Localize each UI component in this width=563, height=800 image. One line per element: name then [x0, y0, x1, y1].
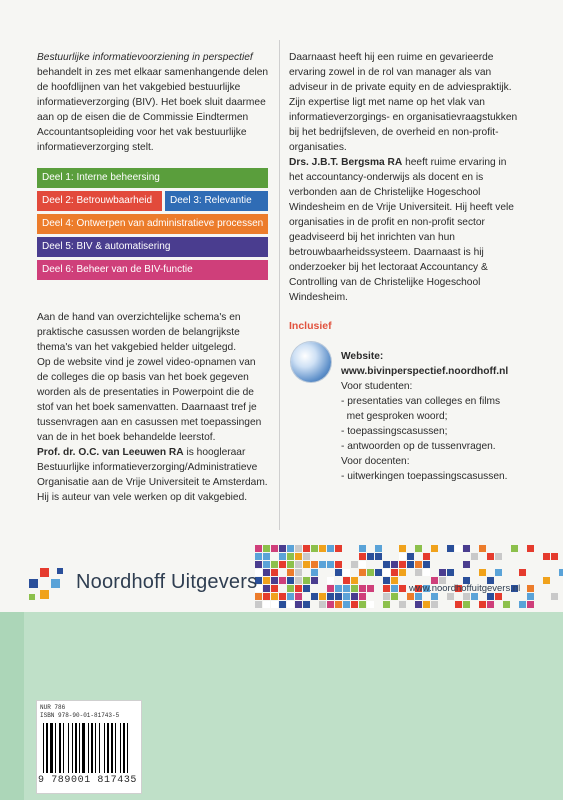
pixel-square — [303, 577, 310, 584]
pixel-square — [543, 553, 550, 560]
pixel-square — [287, 553, 294, 560]
schemas-paragraph: Aan de hand van overzichtelijke schema's en praktische casussen worden de belangrijkste thema's van het vakgebied helder uitgelegd. — [37, 312, 241, 353]
pixel-square — [399, 561, 406, 568]
students-label: Voor studenten: — [341, 381, 413, 392]
pixel-square — [295, 545, 302, 552]
pixel-square — [311, 593, 318, 600]
pixel-square — [503, 601, 510, 608]
barcode-bar — [104, 723, 105, 773]
pixel-square — [255, 593, 262, 600]
pixel-square — [263, 577, 270, 584]
pixel-square — [399, 569, 406, 576]
pixel-square — [463, 593, 470, 600]
pixel-square — [263, 561, 270, 568]
barcode-bar — [43, 723, 44, 773]
website-paragraph: Op de website vind je zowel video-opnamen van de colleges die op basis van het boek gegeven worden als de presentaties in Powerpoint die de stof van het boek samenvatten. Daarnaast tref je tussenvragen aan en casussen met toepassingen van de in het boek behandelde leerstof. — [37, 357, 262, 443]
barcode-bar — [120, 723, 121, 773]
intro-paragraph — [37, 50, 269, 155]
pixel-square — [319, 545, 326, 552]
pixel-square — [311, 577, 318, 584]
pixel-square — [487, 593, 494, 600]
author-2-paragraph — [289, 155, 521, 305]
pixel-square — [399, 545, 406, 552]
barcode-bar — [75, 723, 77, 773]
right-column — [289, 50, 521, 305]
pixel-square — [295, 569, 302, 576]
barcode-bar — [127, 723, 128, 773]
pixel-square — [519, 601, 526, 608]
pixel-square — [367, 553, 374, 560]
pixel-square — [351, 561, 358, 568]
pixel-square — [495, 553, 502, 560]
pixel-square — [335, 585, 342, 592]
pixel-square — [255, 553, 262, 560]
pixel-square — [455, 545, 462, 552]
pixel-square — [447, 569, 454, 576]
pixel-square — [359, 593, 366, 600]
pixel-square — [399, 553, 406, 560]
students-list — [341, 394, 531, 454]
website-label: Website: — [341, 351, 384, 362]
pixel-square — [335, 593, 342, 600]
pixel-square — [343, 577, 350, 584]
pixel-square — [407, 593, 414, 600]
students-item: - presentaties van colleges en films — [341, 396, 501, 407]
pixel-square — [415, 569, 422, 576]
left-column-lower — [37, 310, 269, 505]
pixel-square — [527, 593, 534, 600]
barcode-bar — [111, 723, 113, 773]
pixel-square — [295, 553, 302, 560]
pixel-square — [439, 569, 446, 576]
barcode-bar — [115, 723, 116, 773]
pixel-square — [343, 585, 350, 592]
pixel-square — [367, 601, 374, 608]
pixel-square — [327, 545, 334, 552]
pixel-square — [263, 585, 270, 592]
pixel-square — [383, 577, 390, 584]
pixel-square — [383, 593, 390, 600]
pixel-square — [327, 585, 334, 592]
pixel-square — [495, 569, 502, 576]
pixel-square — [335, 561, 342, 568]
pixel-square — [263, 601, 270, 608]
pixel-square — [287, 601, 294, 608]
pixel-square — [407, 553, 414, 560]
pixel-square — [415, 601, 422, 608]
pixel-square — [303, 585, 310, 592]
part-6-label: Deel 6: Beheer van de BIV-functie — [42, 264, 193, 275]
pixel-square — [463, 545, 470, 552]
pixel-square — [287, 593, 294, 600]
part-6-bar — [37, 260, 268, 280]
part-5-bar — [37, 237, 268, 257]
pixel-square — [343, 569, 350, 576]
author-1-name: Prof. dr. O.C. van Leeuwen RA — [37, 447, 184, 458]
part-1-bar — [37, 168, 268, 188]
pixel-square — [487, 601, 494, 608]
part-4-label: Deel 4: Ontwerpen van administratieve processen — [42, 218, 264, 229]
pixel-square — [359, 545, 366, 552]
pixel-square — [311, 569, 318, 576]
pixel-square — [287, 561, 294, 568]
barcode-bar — [50, 723, 53, 773]
pixel-square — [383, 585, 390, 592]
barcode-bar — [95, 723, 96, 773]
pixel-square — [279, 593, 286, 600]
pixel-square — [327, 577, 334, 584]
pixel-square — [295, 593, 302, 600]
part-2-3-row — [37, 191, 268, 211]
pixel-square — [303, 553, 310, 560]
pixel-square — [543, 577, 550, 584]
pixel-square — [391, 561, 398, 568]
teachers-list — [341, 469, 531, 484]
pixel-square — [263, 553, 270, 560]
pixel-square — [415, 545, 422, 552]
pixel-square — [351, 585, 358, 592]
pixel-square — [479, 601, 486, 608]
pixel-square — [263, 569, 270, 576]
barcode-bar — [79, 723, 80, 773]
pixel-square — [287, 585, 294, 592]
column-divider — [279, 40, 280, 530]
pixel-square — [463, 561, 470, 568]
pixel-square — [375, 553, 382, 560]
part-5-label: Deel 5: BIV & automatisering — [42, 241, 171, 252]
barcode-bar — [63, 723, 64, 773]
pixel-square — [351, 577, 358, 584]
part-3-label: Deel 3: Relevantie — [170, 195, 252, 206]
barcode-bar — [46, 723, 48, 773]
pixel-square — [351, 601, 358, 608]
pixel-square — [431, 593, 438, 600]
pixel-square — [391, 569, 398, 576]
pixel-square — [359, 561, 366, 568]
pixel-square — [271, 569, 278, 576]
pixel-square — [343, 601, 350, 608]
pixel-square — [271, 601, 278, 608]
pixel-square — [367, 585, 374, 592]
pixel-square — [375, 545, 382, 552]
barcode-image — [43, 723, 135, 773]
students-item: met gesproken woord; — [341, 411, 448, 422]
pixel-square — [527, 545, 534, 552]
pixel-square — [455, 601, 462, 608]
pixel-square — [431, 545, 438, 552]
website-block — [341, 349, 531, 484]
pixel-square — [263, 545, 270, 552]
spine-edge — [0, 612, 24, 800]
pixel-square — [391, 585, 398, 592]
book-title-inline: Bestuurlijke informatievoorziening in perspectief — [37, 52, 253, 63]
inclusief-heading: Inclusief — [289, 320, 332, 332]
pixel-square — [479, 569, 486, 576]
barcode-bar — [59, 723, 61, 773]
pixel-square — [471, 553, 478, 560]
pixel-square — [319, 593, 326, 600]
author-2-bio: heeft ruime ervaring in het accountancy-onderwijs als docent en is verbonden aan de Christelijke Hogeschool Windesheim en de Vrije Universiteit. Hij heeft vele organisaties in de profit en non-profit sector geadviseerd bij het inrichten van hun betrouwbaarheidssysteem. Daarnaast is hij onderzoeker bij het lectoraat Accountancy & Controlling van de Christelijke Hogeschool Windesheim. — [289, 157, 514, 303]
left-column — [37, 50, 269, 155]
teachers-item: - uitwerkingen toepassingscasussen. — [341, 471, 508, 482]
teachers-label: Voor docenten: — [341, 456, 410, 467]
parts-overview — [37, 168, 268, 283]
barcode-bar — [88, 723, 89, 773]
pixel-square — [487, 553, 494, 560]
barcode-bar — [82, 723, 85, 773]
barcode-bar — [91, 723, 93, 773]
pixel-square — [423, 569, 430, 576]
pixel-square — [295, 561, 302, 568]
pixel-square — [271, 561, 278, 568]
barcode-bar — [55, 723, 56, 773]
part-2-bar — [37, 191, 162, 211]
pixel-square — [367, 569, 374, 576]
students-item: - antwoorden op de tussenvragen. — [341, 441, 496, 452]
pixel-square — [327, 593, 334, 600]
pixel-square — [447, 545, 454, 552]
pixel-square — [343, 593, 350, 600]
pixel-square — [255, 601, 262, 608]
pixel-square — [407, 561, 414, 568]
pixel-square — [399, 585, 406, 592]
pixel-square — [423, 601, 430, 608]
pixel-square — [279, 561, 286, 568]
pixel-square — [287, 545, 294, 552]
pixel-square — [279, 601, 286, 608]
pixel-square — [271, 593, 278, 600]
barcode-bar — [99, 723, 100, 773]
pixel-square — [279, 545, 286, 552]
part-3-bar — [165, 191, 268, 211]
pixel-square — [391, 577, 398, 584]
pixel-square — [479, 545, 486, 552]
pixel-square — [319, 601, 326, 608]
pixel-square — [359, 585, 366, 592]
intro-text: behandelt in zes met elkaar samenhangende delen de hoofdlijnen van het vakgebied bestuurlijke informatieverzorging (BIV). Het boek sluit daarmee aan op de eisen die de Commissie Eindtermen Accountantsopleiding voor het vak bestuurlijke informatieverzorging stelt. — [37, 67, 269, 153]
pixel-square — [335, 569, 342, 576]
pixel-square — [279, 577, 286, 584]
pixel-square — [359, 569, 366, 576]
pixel-square — [383, 569, 390, 576]
pixel-square — [431, 601, 438, 608]
students-item: - toepassingscasussen; — [341, 426, 448, 437]
pixel-square — [559, 569, 563, 576]
pixel-square — [255, 561, 262, 568]
pixel-square — [295, 585, 302, 592]
pixel-square — [423, 561, 430, 568]
noordhoff-logo-icon — [29, 568, 69, 608]
barcode-bar — [107, 723, 109, 773]
pixel-square — [527, 601, 534, 608]
pixel-square — [359, 553, 366, 560]
pixel-square — [383, 561, 390, 568]
pixel-square — [351, 593, 358, 600]
barcode-bar — [68, 723, 69, 773]
pixel-square — [519, 569, 526, 576]
pixel-square — [263, 593, 270, 600]
part-2-label: Deel 2: Betrouwbaarheid — [42, 195, 153, 206]
pixel-square — [551, 593, 558, 600]
pixel-square — [271, 545, 278, 552]
pixel-square — [375, 569, 382, 576]
isbn-code: ISBN 978-90-01-81743-5 — [40, 712, 120, 719]
author-1-paragraph — [37, 445, 269, 505]
pixel-square — [255, 545, 262, 552]
pixel-square — [415, 593, 422, 600]
pixel-square — [399, 601, 406, 608]
part-1-label: Deel 1: Interne beheersing — [42, 172, 160, 183]
barcode-bar — [123, 723, 125, 773]
pixel-square — [471, 593, 478, 600]
pixel-square — [383, 601, 390, 608]
part-4-bar — [37, 214, 268, 234]
pixel-square — [335, 545, 342, 552]
pixel-square — [447, 593, 454, 600]
publisher-name: Noordhoff Uitgevers — [76, 571, 258, 593]
author-2-name: Drs. J.B.T. Bergsma RA — [289, 157, 403, 168]
pixel-square — [327, 601, 334, 608]
pixel-square — [279, 553, 286, 560]
author-1-bio: is hoogleraar Bestuurlijke informatieverzorging/Administratieve Organisatie aan de Vrije Universiteit te Amsterdam. Hij is auteur van vele werken op dit vakgebied. — [37, 447, 268, 503]
pixel-square — [495, 593, 502, 600]
pixel-square — [303, 561, 310, 568]
ean-number: 9 789001 817435 — [38, 775, 138, 786]
pixel-square — [391, 593, 398, 600]
pixel-square — [359, 601, 366, 608]
pixel-pattern — [255, 545, 563, 607]
author-1-continued: Daarnaast heeft hij een ruime en gevarieerde ervaring zowel in de rol van manager als van adviseur in de private equity en de adviespraktijk. Zijn expertise ligt met name op het vlak van informatieverzorgings- en organisatievraagstukken bij het bedrijfsleven, de overheid en non-profit-organisaties. — [289, 52, 518, 153]
pixel-square — [271, 577, 278, 584]
pixel-square — [303, 601, 310, 608]
pixel-square — [327, 561, 334, 568]
pixel-square — [311, 561, 318, 568]
barcode-bar — [72, 723, 73, 773]
pixel-square — [423, 553, 430, 560]
pixel-square — [295, 577, 302, 584]
pixel-square — [303, 545, 310, 552]
globe-icon — [291, 342, 331, 382]
pixel-square — [551, 553, 558, 560]
pixel-square — [527, 585, 534, 592]
pixel-square — [271, 585, 278, 592]
pixel-square — [311, 545, 318, 552]
publisher-url[interactable]: www.noordhoffuitgevers.nl — [409, 583, 521, 594]
pixel-square — [295, 601, 302, 608]
pixel-square — [463, 601, 470, 608]
website-url[interactable]: www.bivinperspectief.noordhoff.nl — [341, 366, 509, 377]
pixel-square — [319, 561, 326, 568]
pixel-square — [335, 601, 342, 608]
pixel-square — [287, 569, 294, 576]
pixel-square — [287, 577, 294, 584]
nur-code: NUR 786 — [40, 704, 66, 711]
barcode-label — [36, 700, 142, 794]
pixel-square — [415, 561, 422, 568]
pixel-square — [511, 545, 518, 552]
